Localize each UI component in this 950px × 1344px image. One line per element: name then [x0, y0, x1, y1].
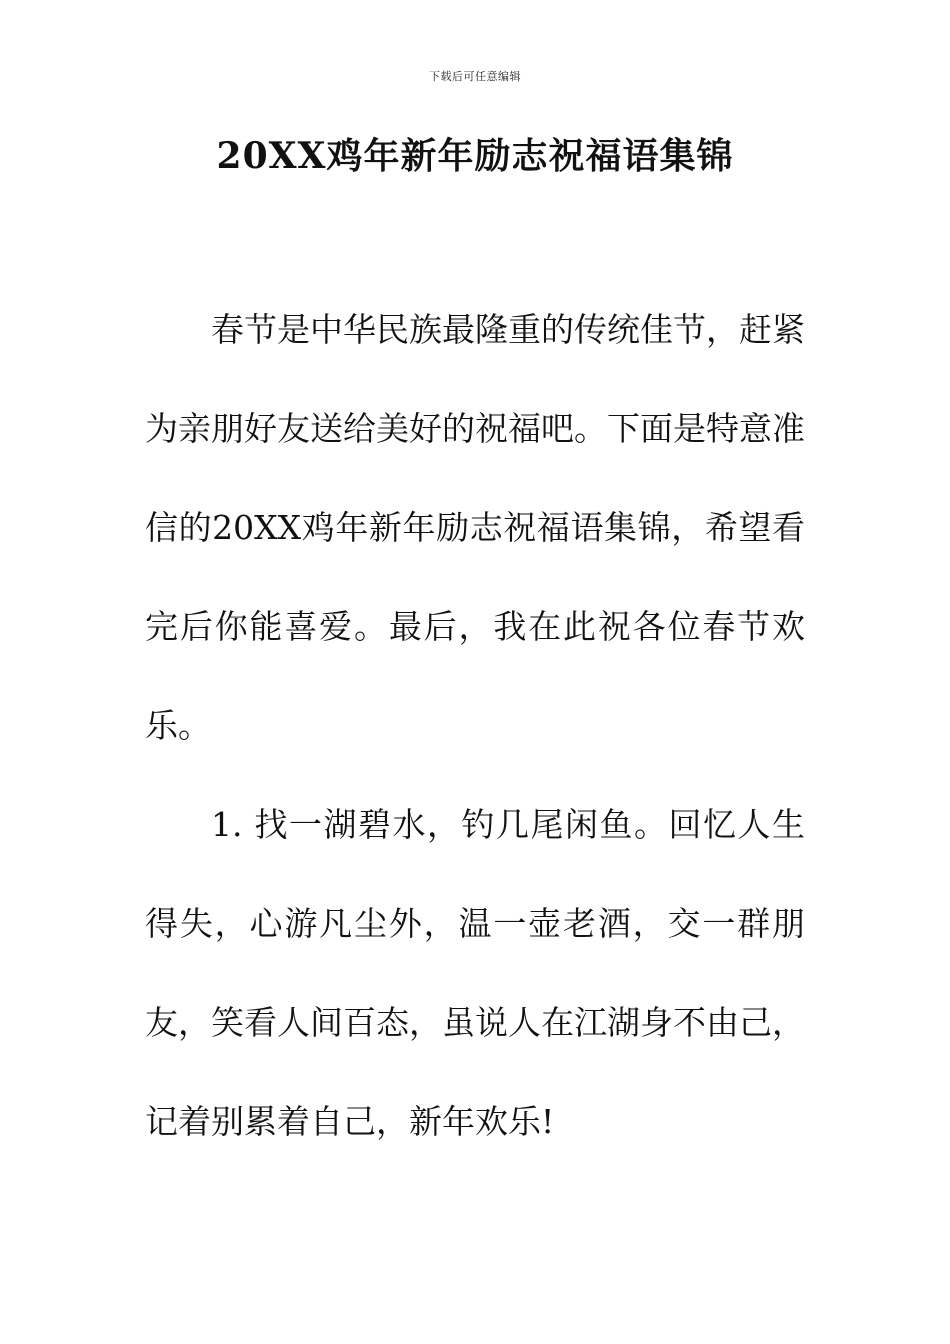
- document-title: 20XX鸡年新年励志祝福语集锦: [216, 135, 734, 177]
- document-body: [145, 280, 805, 1171]
- greeting-paragraph-1: 1. 找一湖碧水，钓几尾闲鱼。回忆人生得失，心游凡尘外，温一壶老酒，交一群朋友，笑看人间百态，虽说人在江湖身不由己，记着别累着自己，新年欢乐!: [145, 805, 805, 1141]
- intro-paragraph: 春节是中华民族最隆重的传统佳节，赶紧为亲朋好友送给美好的祝福吧。下面是特意准信的20XX鸡年新年励志祝福语集锦，希望看完后你能喜爱。最后，我在此祝各位春节欢乐。: [145, 310, 805, 745]
- header-note: 下载后可任意编辑: [429, 70, 521, 83]
